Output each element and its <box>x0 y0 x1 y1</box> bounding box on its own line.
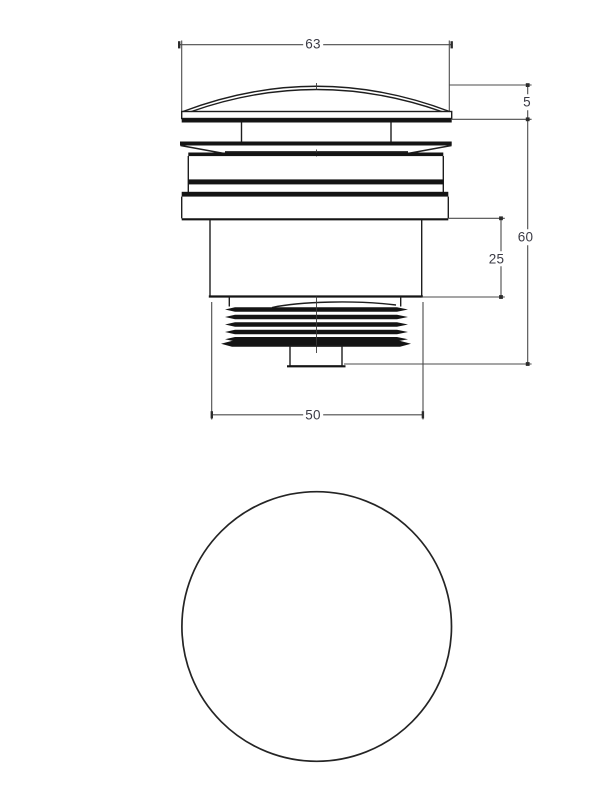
plate-bottom-edge <box>182 119 452 123</box>
plate-outline <box>182 112 452 119</box>
dim-label-body-width: 50 <box>305 406 321 422</box>
top-view-circle <box>182 492 452 762</box>
upper-body <box>188 153 443 193</box>
flange-top-edge <box>182 192 449 197</box>
upper-body-top-edge <box>188 153 443 157</box>
dim-tick <box>526 83 530 87</box>
dim-body-width <box>212 302 423 420</box>
upper-body-divider <box>188 179 443 184</box>
flange <box>182 192 449 220</box>
top-view <box>182 492 452 762</box>
dim-label-overall-height: 60 <box>517 229 534 245</box>
main-body <box>209 220 423 297</box>
thread-section <box>221 297 411 354</box>
stub-outline <box>290 346 342 366</box>
side-view <box>179 41 532 420</box>
dim-tick <box>499 295 503 299</box>
cap-dome <box>183 83 450 112</box>
thread-lead-curve <box>272 302 396 308</box>
washer-top-band <box>180 142 452 146</box>
dim-tick <box>526 117 530 121</box>
dome-inner-curve <box>192 90 442 112</box>
dim-label-cap-height: 5 <box>523 94 531 110</box>
stem-neck <box>242 123 392 142</box>
dim-label-body-height: 25 <box>488 250 505 266</box>
cap-plate <box>182 112 452 123</box>
dim-tick <box>499 216 503 220</box>
dim-tick <box>526 362 530 366</box>
dim-label-cap-diameter: 63 <box>305 35 321 51</box>
body-sides <box>210 220 422 297</box>
